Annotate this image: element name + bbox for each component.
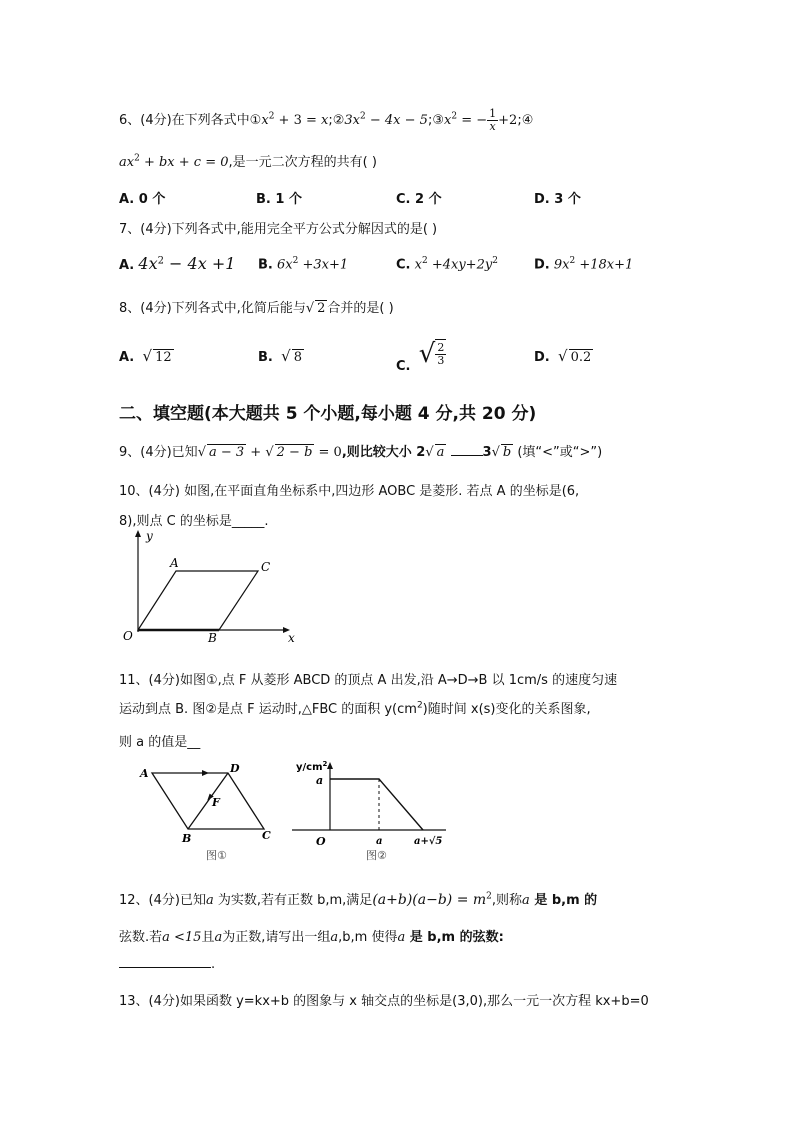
fig1-caption: 图① (206, 849, 227, 862)
fig1-label-c: C (262, 829, 271, 842)
q6-eq2: 3x (344, 113, 361, 128)
q6-eq3: x (444, 113, 452, 128)
q6-question: ,是一元二次方程的共有( ) (228, 155, 377, 170)
q7-option-b: B. $6x^2 +3x+1$ (258, 256, 349, 273)
q8-question: 8、(4分)下列各式中,化简后能与√ 2 合并的是( ) (119, 301, 394, 316)
q6-eq3-end: +2 (498, 113, 518, 128)
q7-question: 7、(4分)下列各式中,能用完全平方公式分解因式的是( ) (119, 222, 438, 237)
q10-figure (118, 528, 300, 646)
fig2-label-o: O (316, 835, 326, 848)
q6-eq1-x: x (261, 113, 269, 128)
q6-sep3: ;④ (517, 113, 534, 128)
q7-option-a: A. $4x^2 - 4x +1$ (119, 254, 236, 273)
fig1-label-f: F (212, 796, 220, 809)
q11-line1: 11、(4分)如图①,点 F 从菱形 ABCD 的顶点 A 出发,沿 A→D→B 以 1cm/s 的速度匀速 (119, 673, 618, 688)
q6-eq3-mid: = − (457, 113, 488, 128)
q11-figure-2 (290, 758, 450, 866)
q12-line2: 弦数.若a <15且a为正数,请写出一组a,b,m 使得a 是 b,m 的弦数: (119, 930, 504, 945)
q6-option-b: B. 1 个 (256, 192, 302, 207)
q10-line1: 10、(4分) 如图,在平面直角坐标系中,四边形 AOBC 是菱形. 若点 A 的坐标是(6, (119, 484, 580, 499)
q10-label-o: O (123, 629, 133, 643)
q10-label-b: B (208, 631, 217, 645)
q12-line1: 12、(4分)已知a 为实数,若有正数 b,m,满足$(a+b)(a-b) = m^2$,则称a 是 b,m 的 (119, 891, 598, 908)
q10-label-c: C (261, 560, 271, 574)
q10-line2: 8),则点 C 的坐标是_____. (119, 514, 269, 529)
q11-line3: 则 a 的值是__ (119, 735, 201, 750)
q8-option-a: A. √ 12 (119, 347, 172, 365)
fig1-label-d: D (230, 762, 240, 775)
q12-answer-line: . (119, 957, 215, 972)
q6-sep1: ;② (328, 113, 345, 128)
q6-eq2-rest: − 4x − 5 (365, 113, 428, 128)
section-title: 二、填空题(本大题共 5 个小题,每小题 4 分,共 20 分) (119, 404, 537, 424)
q6-sep2: ;③ (427, 113, 444, 128)
q6-option-c: C. 2 个 (396, 192, 442, 207)
q6-eq1-x2: x (321, 113, 329, 128)
q6-eq3-fraction: $\frac{1}{x}$ (489, 107, 497, 133)
q11-figure-1 (136, 760, 276, 860)
q13-question: 13、(4分)如果函数 y=kx+b 的图象与 x 轴交点的坐标是(3,0),那么一元一次方程 kx+b=0 (119, 994, 649, 1009)
fig2-caption: 图② (366, 849, 387, 862)
fig1-label-a: A (140, 767, 149, 780)
q11-line2: 运动到点 B. 图②是点 F 运动时,△FBC 的面积 $y(cm^2)$随时间 x(s)变化的关系图象, (119, 700, 591, 717)
q10-label-x: x (288, 631, 295, 645)
q8-option-b: B. √ 8 (258, 347, 302, 365)
fig2-tick-a: a (376, 836, 383, 847)
q6-eq4: ax (119, 155, 135, 170)
q12-blank[interactable] (119, 967, 211, 968)
fig1-label-b: B (182, 832, 192, 845)
q9-question: 9、(4分)已知√ a − 3 + √ 2 − b = 0,则比较大小 2√ a 3√ b (填“<”或“>”) (119, 445, 603, 460)
q8-option-d: D. √ 0.2 (534, 347, 592, 365)
q6-eq1-rest: + 3 = (274, 113, 322, 128)
q6-intro: 6、(4分)在下列各式中① (119, 113, 262, 128)
q10-label-y: y (146, 529, 153, 543)
q6-option-d: D. 3 个 (534, 192, 581, 207)
fig2-tick-end: a+√5 (414, 836, 443, 847)
q8-option-c: C. √ $\frac{2}{3}$ (396, 339, 445, 374)
q10-label-a: A (170, 556, 179, 570)
q6-line1: 6、(4分)在下列各式中$①x^2 + 3$ = $x;②3x^2 - 4x$ − $5;③x^2$ = − $\frac{1}{x}$ +2;④ (119, 107, 534, 133)
q6-option-a: A. 0 个 (119, 192, 166, 207)
q9-blank[interactable] (451, 455, 483, 456)
q6-eq4-rest: + bx + c = 0 (139, 155, 229, 170)
q7-option-c: C. $x^2 +4xy+2y^2$ (396, 256, 498, 273)
q6-line2: $ax^2$ + bx + c = 0,是一元二次方程的共有( ) (119, 153, 377, 170)
fig2-label-a-axis: a (316, 774, 324, 787)
q7-option-d: D. $9x^2 +18x+1$ (534, 256, 634, 273)
fig2-ylabel: $y/cm^2$ (296, 760, 328, 773)
